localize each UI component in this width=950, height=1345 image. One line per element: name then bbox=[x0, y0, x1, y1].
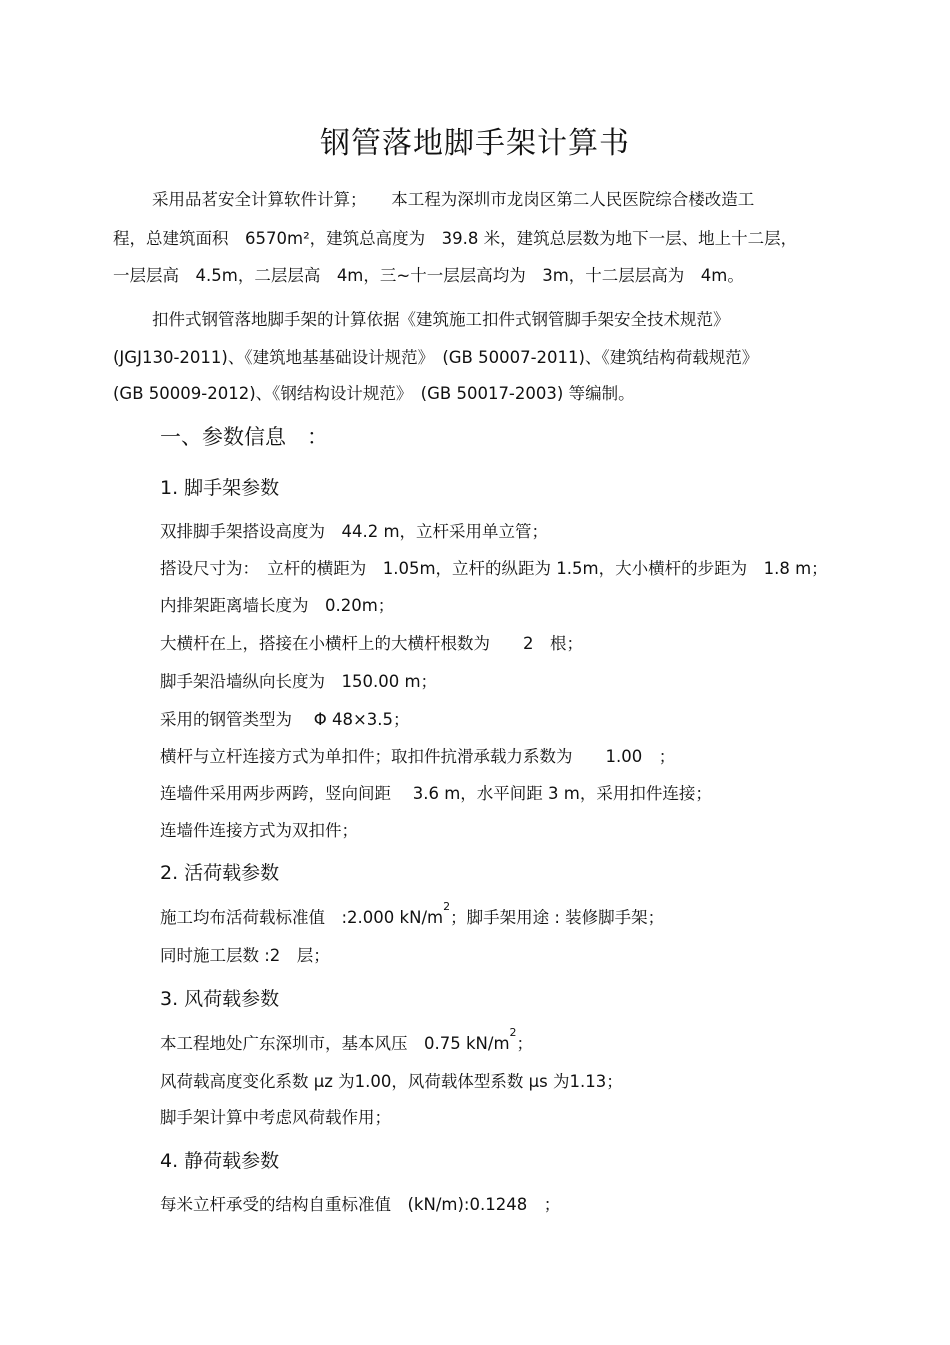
section-heading-params: 一、参数信息 ： bbox=[160, 425, 328, 449]
wind-load-line-1 bbox=[160, 1026, 534, 1054]
wind-load-text-b: ； bbox=[516, 1034, 534, 1053]
param-line-5: 脚手架沿墙纵向长度为 150.00 m； bbox=[160, 672, 438, 691]
document-title: 钢管落地脚手架计算书 bbox=[320, 126, 630, 161]
basis-line-2: (JGJ130-2011)、《建筑地基基础设计规范》 (GB 50007-2011)、《建筑结构荷载规范》 bbox=[113, 348, 759, 367]
param-line-2: 搭设尺寸为： 立杆的横距为 1.05m，立杆的纵距为 1.5m，大小横杆的步距为 1.8 m； bbox=[160, 559, 828, 578]
param-line-7: 横杆与立杆连接方式为单扣件；取扣件抗滑承载力系数为 1.00 ； bbox=[160, 747, 676, 766]
wind-load-text-a: 本工程地处广东深圳市，基本风压 0.75 kN/m bbox=[160, 1034, 510, 1053]
intro-line-3: 一层层高 4.5m，二层层高 4m，三~十一层层高均为 3m，十二层层高为 4m。 bbox=[113, 266, 744, 285]
param-line-6: 采用的钢管类型为 Φ 48×3.5； bbox=[160, 710, 410, 729]
param-line-4: 大横杆在上，搭接在小横杆上的大横杆根数为 2 根； bbox=[160, 634, 583, 653]
basis-line-1: 扣件式钢管落地脚手架的计算依据《建筑施工扣件式钢管脚手架安全技术规范》 bbox=[152, 310, 730, 329]
param-line-8: 连墙件采用两步两跨，竖向间距 3.6 m，水平间距 3 m，采用扣件连接； bbox=[160, 784, 712, 803]
live-load-line-1 bbox=[160, 900, 665, 928]
wind-load-unit-exponent: 2 bbox=[509, 1026, 517, 1039]
intro-line-2: 程，总建筑面积 6570m²，建筑总高度为 39.8 米，建筑总层数为地下一层、地上十二层， bbox=[113, 229, 798, 248]
param-line-3: 内排架距离墙长度为 0.20m； bbox=[160, 596, 395, 615]
live-load-text-b: ；脚手架用途 : 装修脚手架； bbox=[450, 908, 665, 927]
live-load-unit-exponent: 2 bbox=[443, 900, 451, 913]
subsection-heading-4: 4. 静荷载参数 bbox=[160, 1150, 280, 1172]
basis-line-3: (GB 50009-2012)、《钢结构设计规范》 (GB 50017-2003) 等编制。 bbox=[113, 384, 635, 403]
wind-load-line-3: 脚手架计算中考虑风荷载作用； bbox=[160, 1108, 391, 1127]
wind-load-line-2: 风荷载高度变化系数 μz 为1.00，风荷载体型系数 μs 为1.13； bbox=[160, 1072, 623, 1091]
live-load-text-a: 施工均布活荷载标准值 :2.000 kN/m bbox=[160, 908, 444, 927]
intro-line-1: 采用品茗安全计算软件计算； 本工程为深圳市龙岗区第二人民医院综合楼改造工 bbox=[152, 190, 755, 209]
static-load-line-1: 每米立杆承受的结构自重标准值 (kN/m):0.1248 ； bbox=[160, 1195, 561, 1214]
subsection-heading-1: 1. 脚手架参数 bbox=[160, 477, 280, 499]
param-line-1: 双排脚手架搭设高度为 44.2 m，立杆采用单立管； bbox=[160, 522, 549, 541]
subsection-heading-3: 3. 风荷载参数 bbox=[160, 988, 280, 1010]
param-line-9: 连墙件连接方式为双扣件； bbox=[160, 821, 358, 840]
live-load-line-2: 同时施工层数 :2 层； bbox=[160, 946, 330, 965]
subsection-heading-2: 2. 活荷载参数 bbox=[160, 862, 280, 884]
